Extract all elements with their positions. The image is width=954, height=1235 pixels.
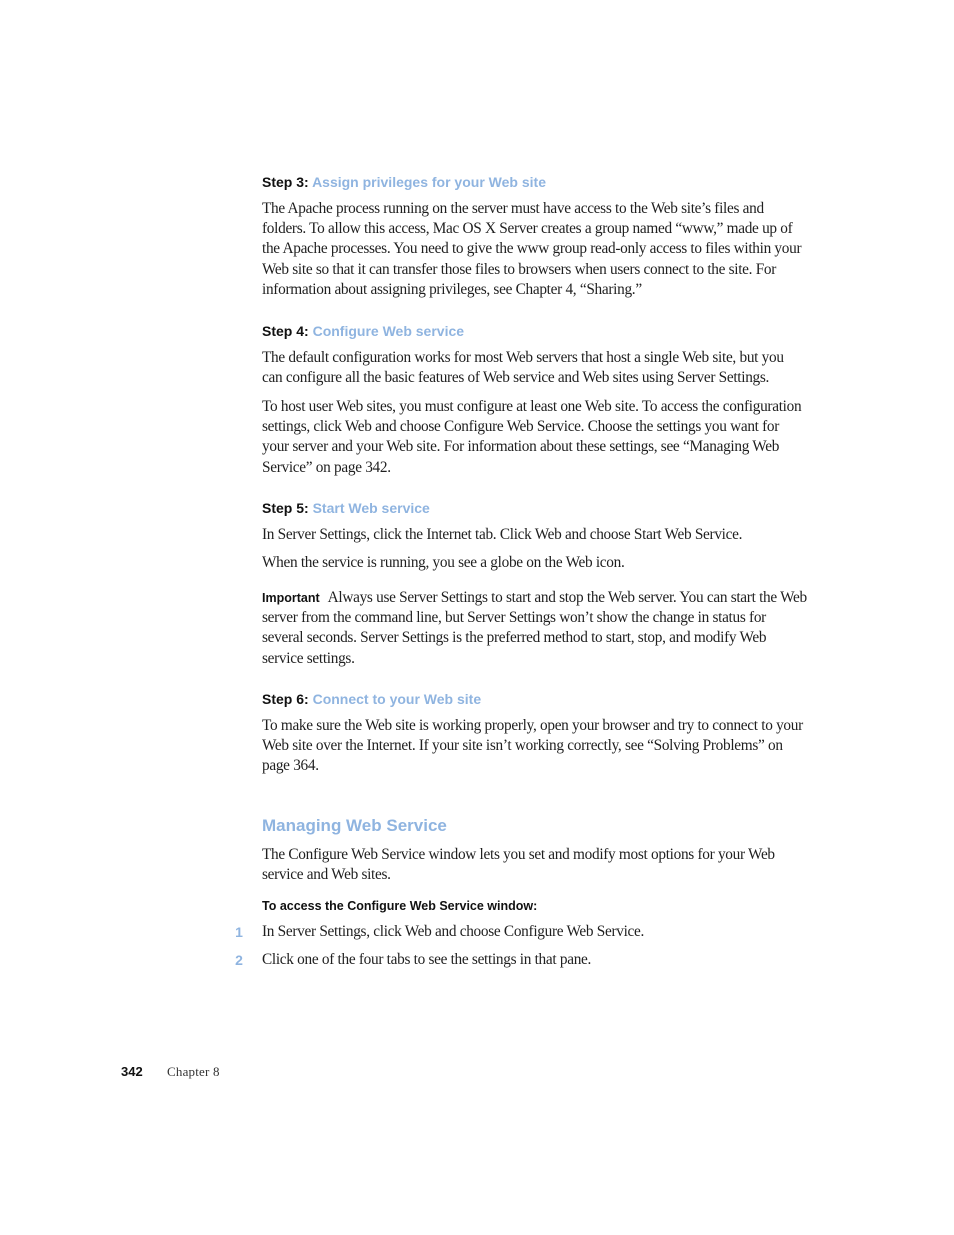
chapter-label: Chapter 8 <box>167 1064 220 1079</box>
important-note <box>262 588 807 669</box>
procedure-heading: To access the Configure Web Service window: <box>262 899 538 913</box>
step-6-heading <box>262 691 481 707</box>
step-4-label: Step 4: <box>262 323 309 339</box>
step-4-heading <box>262 323 464 339</box>
step-5-title: Start Web service <box>312 500 430 516</box>
step-4-paragraph-2: To host user Web sites, you must configure at least one Web site. To access the configuration settings, click Web and choose Configure Web Service. Choose the settings you want for your server and your Web site. For information about these settings, see “Managing Web Service” on page 342. <box>262 398 802 476</box>
step-3-title: Assign privileges for your Web site <box>312 174 546 190</box>
section-heading: Managing Web Service <box>262 816 447 835</box>
important-text: Always use Server Settings to start and stop the Web server. You can start the Web server from the command line, but Server Settings won’t show the change in status for several seconds. Server Settings is the preferred method to start, stop, and modify Web service settings. <box>262 589 807 667</box>
list-item-1: In Server Settings, click Web and choose Configure Web Service. <box>262 923 645 940</box>
step-5-heading <box>262 500 430 516</box>
list-number-2: 2 <box>235 952 243 968</box>
step-4-paragraph-1: The default configuration works for most Web servers that host a single Web site, but you can configure all the basic features of Web service and Web sites using Server Settings. <box>262 349 784 387</box>
section-intro: The Configure Web Service window lets you set and modify most options for your Web service and Web sites. <box>262 846 775 884</box>
step-6-title: Connect to your Web site <box>312 691 482 707</box>
step-3-paragraph: The Apache process running on the server must have access to the Web site’s files and folders. To allow this access, Mac OS X Server creates a group named “www,” made up of the Apache processes. You need to give the www group read-only access to files within your Web site so that it can transfer those files to browsers when users connect to the site. For information about assigning privileges, see Chapter 4, “Sharing.” <box>262 200 802 298</box>
list-number-1: 1 <box>235 924 243 940</box>
important-tag: Important <box>262 591 320 605</box>
step-6-paragraph: To make sure the Web site is working properly, open your browser and try to connect to your Web site over the Internet. If your site isn’t working correctly, see “Solving Problems” on page 364. <box>262 717 803 775</box>
step-5-label: Step 5: <box>262 500 309 516</box>
step-4-title: Configure Web service <box>312 323 465 339</box>
step-5-paragraph-1: In Server Settings, click the Internet tab. Click Web and choose Start Web Service. <box>262 526 743 543</box>
step-3-label: Step 3: <box>262 174 309 190</box>
step-3-heading <box>262 174 546 190</box>
page-number: 342 <box>121 1064 143 1079</box>
step-6-label: Step 6: <box>262 691 309 707</box>
step-5-paragraph-2: When the service is running, you see a globe on the Web icon. <box>262 554 625 571</box>
list-item-2: Click one of the four tabs to see the settings in that pane. <box>262 951 592 968</box>
